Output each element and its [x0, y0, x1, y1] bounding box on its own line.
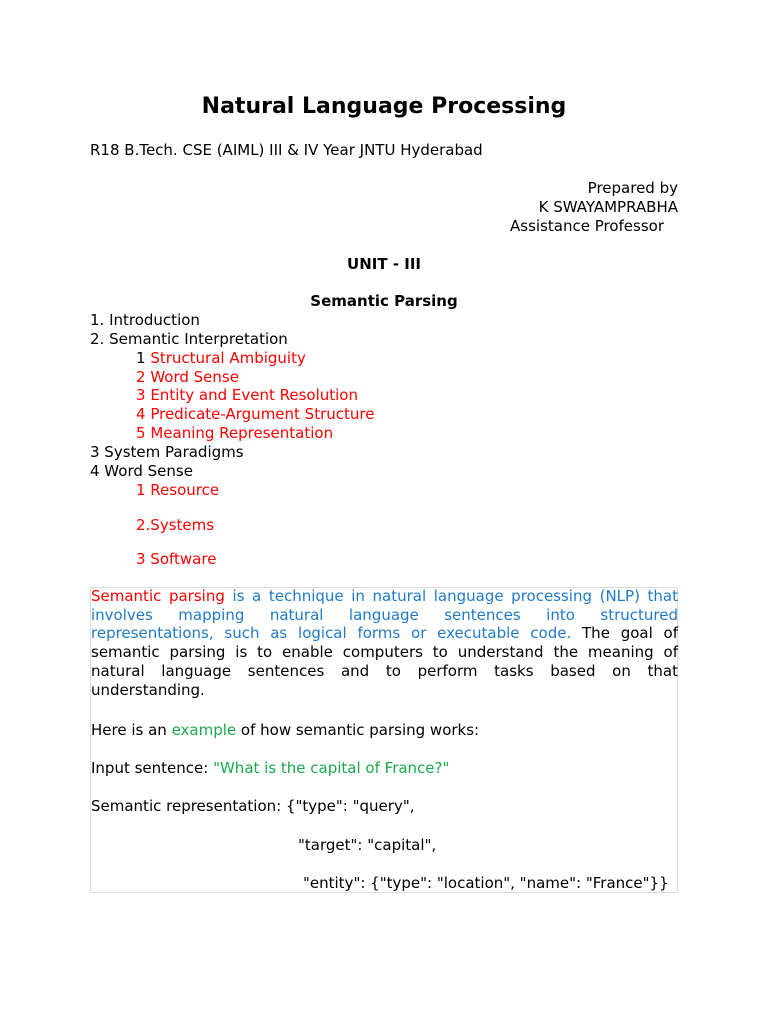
input-sentence: Input sentence: "What is the capital of France?" — [91, 759, 450, 777]
semantic-representation-line-1: Semantic representation: {"type": "query", — [91, 797, 415, 815]
author-designation: Assistance Professor — [510, 217, 664, 235]
toc-item-word-sense: 4 Word Sense — [90, 462, 193, 480]
semantic-representation-line-3: "entity": {"type": "location", "name": "France"}} — [303, 874, 669, 892]
definition-text: is a technique in natural language processing (NLP) that involves mapping natural language sentences into structured representations, such as logical forms or executable code. — [91, 587, 679, 643]
toc-subitem-systems: 2.Systems — [136, 516, 215, 534]
example-intro: Here is an example of how semantic parsing works: — [91, 721, 480, 739]
author-name: K SWAYAMPRABHA — [538, 198, 678, 216]
toc-subitem: 1 Structural Ambiguity — [136, 349, 306, 367]
prepared-by-label: Prepared by — [587, 179, 678, 197]
page-title: Natural Language Processing — [201, 94, 567, 119]
unit-heading: UNIT - III — [347, 255, 421, 273]
goal-text: The goal of semantic parsing is to enable computers to understand the meaning of natural language sentences and to perform tasks based on that understanding. — [91, 624, 678, 699]
semantic-representation-line-2: "target": "capital", — [298, 836, 437, 854]
semantic-parsing-term: Semantic parsing — [91, 587, 225, 605]
toc-subitem-resource: 1 Resource — [136, 481, 220, 499]
toc-subitem-software: 3 Software — [136, 550, 217, 568]
toc-item-introduction: 1. Introduction — [90, 311, 200, 329]
toc-subitem: 4 Predicate-Argument Structure — [136, 405, 375, 423]
toc-item-semantic-interpretation: 2. Semantic Interpretation — [90, 330, 288, 348]
toc-item-system-paradigms: 3 System Paradigms — [90, 443, 244, 461]
toc-subitem: 2 Word Sense — [136, 368, 239, 386]
input-sentence-value: "What is the capital of France?" — [213, 759, 450, 777]
course-subtitle: R18 B.Tech. CSE (AIML) III & IV Year JNTU Hyderabad — [90, 141, 483, 159]
toc-subitem: 5 Meaning Representation — [136, 424, 334, 442]
topic-heading: Semantic Parsing — [310, 292, 458, 310]
intro-paragraph — [91, 587, 678, 699]
toc-subitem: 3 Entity and Event Resolution — [136, 386, 358, 404]
example-link[interactable]: example — [171, 721, 237, 739]
